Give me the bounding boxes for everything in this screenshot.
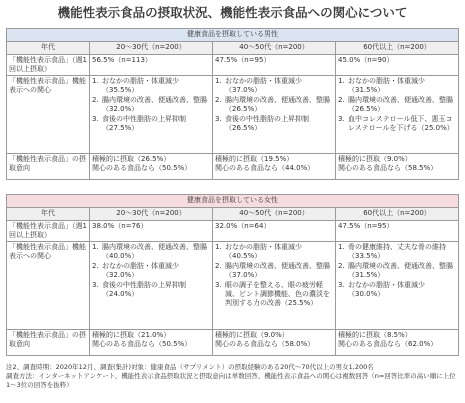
rank-number: 3. <box>92 115 99 123</box>
footnote <box>6 363 458 390</box>
group-header: 60代以上（n=200） <box>336 208 459 221</box>
rank-number: 1. <box>215 243 222 251</box>
intent-active: 積極的に摂取（21.0%） <box>92 331 171 339</box>
rank-number: 3. <box>338 115 345 123</box>
age-header: 年代 <box>7 208 90 221</box>
interest-text: おなかの脂肪・体重減少（37.0%） <box>225 77 302 94</box>
interest-text: 血中コレステロール低下、悪玉コレステロールを下げる（25.0%） <box>348 115 454 132</box>
row-label: 「機能性表示食品」の摂取意向 <box>7 154 90 180</box>
interest-item <box>92 77 210 95</box>
interest-text: おなかの脂肪・体重減少（31.5%） <box>348 77 425 94</box>
intent-cell <box>90 330 213 356</box>
interest-text: 食後の中性脂肪の上昇抑制（26.5%） <box>225 115 309 132</box>
interest-item <box>215 243 333 261</box>
interest-item <box>338 77 456 95</box>
table-banner-row <box>7 29 459 42</box>
table-banner: 健康食品を摂取している男性 <box>7 29 459 42</box>
interest-text: おなかの脂肪・体重減少（30.0%） <box>348 281 425 298</box>
interest-text: 腸内環境の改善、便通改善、整腸（26.5%） <box>348 96 453 113</box>
row-label: 「機能性表示食品」機能表示への関心 <box>7 76 90 154</box>
rank-number: 1. <box>215 77 222 85</box>
row-label: 「機能性表示食品」の摂取意向 <box>7 330 90 356</box>
interest-item <box>338 96 456 114</box>
table-header-row <box>7 208 459 221</box>
interest-item <box>92 243 210 261</box>
intake-value: 45.0%（n=90） <box>336 55 459 76</box>
group-header: 20～30代（n=200） <box>90 42 213 55</box>
group-header: 60代以上（n=200） <box>336 42 459 55</box>
interest-item <box>215 281 333 308</box>
rank-number: 3. <box>338 281 345 289</box>
interest-item <box>338 281 456 299</box>
interest-text: おなかの脂肪・体重減少（32.0%） <box>102 262 179 279</box>
interest-item <box>92 281 210 299</box>
rank-number: 2. <box>338 96 345 104</box>
rank-number: 2. <box>338 262 345 270</box>
rank-number: 3. <box>215 281 222 289</box>
interest-list <box>336 76 459 154</box>
age-header: 年代 <box>7 42 90 55</box>
interest-item <box>338 115 456 133</box>
interest-item <box>92 262 210 280</box>
female-survey-table <box>6 194 459 356</box>
interest-text: 腸内環境の改善、便通改善、整腸（31.5%） <box>348 262 453 279</box>
intake-value: 38.0%（n=76） <box>90 221 213 242</box>
row-label: 「機能性表示食品」（週1回以上摂取） <box>7 55 90 76</box>
intent-interested: 関心のある食品なら（50.5%） <box>92 340 192 348</box>
intent-active: 積極的に摂取（19.5%） <box>215 155 294 163</box>
row-label: 「機能性表示食品」（週1回以上摂取） <box>7 221 90 242</box>
intake-value: 47.5%（n=95） <box>336 221 459 242</box>
interest-list <box>90 242 213 330</box>
intent-interested: 関心のある食品なら（44.0%） <box>215 164 315 172</box>
table-row <box>7 154 459 180</box>
intent-active: 積極的に摂取（26.5%） <box>92 155 171 163</box>
intent-active: 積極的に摂取（9.0%） <box>338 155 412 163</box>
table-row <box>7 55 459 76</box>
interest-text: 食後の中性脂肪の上昇抑制（27.5%） <box>102 115 186 132</box>
intent-cell <box>213 330 336 356</box>
intent-cell <box>90 154 213 180</box>
table-row <box>7 242 459 330</box>
page <box>0 3 465 403</box>
interest-text: 腸内環境の改善、便通改善、整腸（26.5%） <box>225 96 330 113</box>
intent-interested: 関心のある食品なら（58.0%） <box>215 340 315 348</box>
interest-text: 眼の調子を整える、眼の疲労軽減、ピント調節機能、色の濃淡を判別する力の改善（25.5%） <box>225 281 330 307</box>
interest-text: 腸内環境の改善、便通改善、整腸（40.0%） <box>102 243 207 260</box>
interest-item <box>215 96 333 114</box>
interest-text: おなかの脂肪・体重減少（40.5%） <box>225 243 302 260</box>
interest-item <box>92 96 210 114</box>
footnote-line: 注2、調査時期：2020年12月、調査(集計)対象：健康食品（サプリメント）の摂取経験のある20代～70代以上の男女1,200名 <box>6 363 374 371</box>
interest-text: 骨の健康維持、丈夫な骨の維持（33.5%） <box>348 243 446 260</box>
rank-number: 1. <box>92 243 99 251</box>
rank-number: 1. <box>92 77 99 85</box>
intent-active: 積極的に摂取（9.0%） <box>215 331 289 339</box>
intake-value: 56.5%（n=113） <box>90 55 213 76</box>
table-row <box>7 221 459 242</box>
intent-interested: 関心のある食品なら（58.5%） <box>338 164 438 172</box>
table-row <box>7 76 459 154</box>
intent-interested: 関心のある食品なら（50.5%） <box>92 164 192 172</box>
interest-item <box>338 262 456 280</box>
rank-number: 2. <box>92 262 99 270</box>
rank-number: 1. <box>338 243 345 251</box>
rank-number: 2. <box>92 96 99 104</box>
male-survey-table <box>6 28 459 180</box>
group-header: 20～30代（n=200） <box>90 208 213 221</box>
table-banner: 健康食品を摂取している女性 <box>7 195 459 208</box>
group-header: 40～50代（n=200） <box>213 208 336 221</box>
interest-text: 腸内環境の改善、便通改善、整腸（37.0%） <box>225 262 330 279</box>
rank-number: 2. <box>215 262 222 270</box>
intent-cell <box>213 154 336 180</box>
table-banner-row <box>7 195 459 208</box>
interest-text: 腸内環境の改善、便通改善、整腸（32.0%） <box>102 96 207 113</box>
interest-text: 食後の中性脂肪の上昇抑制（24.0%） <box>102 281 186 298</box>
interest-item <box>92 115 210 133</box>
rank-number: 2. <box>215 96 222 104</box>
interest-list <box>336 242 459 330</box>
footnote-line: 調査方法：インターネットアンケート、機能性表示食品摂取状況と摂取意向は単数回答、機能性表示食品への関心は複数回答（n=回答比率の高い順に上位1～3位の回答を抜粋） <box>6 372 456 389</box>
interest-item <box>215 115 333 133</box>
rank-number: 1. <box>338 77 345 85</box>
intent-cell <box>336 154 459 180</box>
intake-value: 32.0%（n=64） <box>213 221 336 242</box>
interest-item <box>215 77 333 95</box>
interest-text: おなかの脂肪・体重減少（35.5%） <box>102 77 179 94</box>
rank-number: 3. <box>215 115 222 123</box>
interest-item <box>338 243 456 261</box>
table-row <box>7 330 459 356</box>
table-header-row <box>7 42 459 55</box>
intent-active: 積極的に摂取（8.5%） <box>338 331 412 339</box>
rank-number: 3. <box>92 281 99 289</box>
interest-list <box>213 76 336 154</box>
intent-cell <box>336 330 459 356</box>
interest-item <box>215 262 333 280</box>
page-title: 機能性表示食品の摂取状況、機能性表示食品への関心について <box>57 5 408 20</box>
intent-interested: 関心のある食品なら（62.0%） <box>338 340 438 348</box>
intake-value: 47.5%（n=95） <box>213 55 336 76</box>
interest-list <box>213 242 336 330</box>
row-label: 「機能性表示食品」機能表示への関心 <box>7 242 90 330</box>
interest-list <box>90 76 213 154</box>
group-header: 40～50代（n=200） <box>213 42 336 55</box>
